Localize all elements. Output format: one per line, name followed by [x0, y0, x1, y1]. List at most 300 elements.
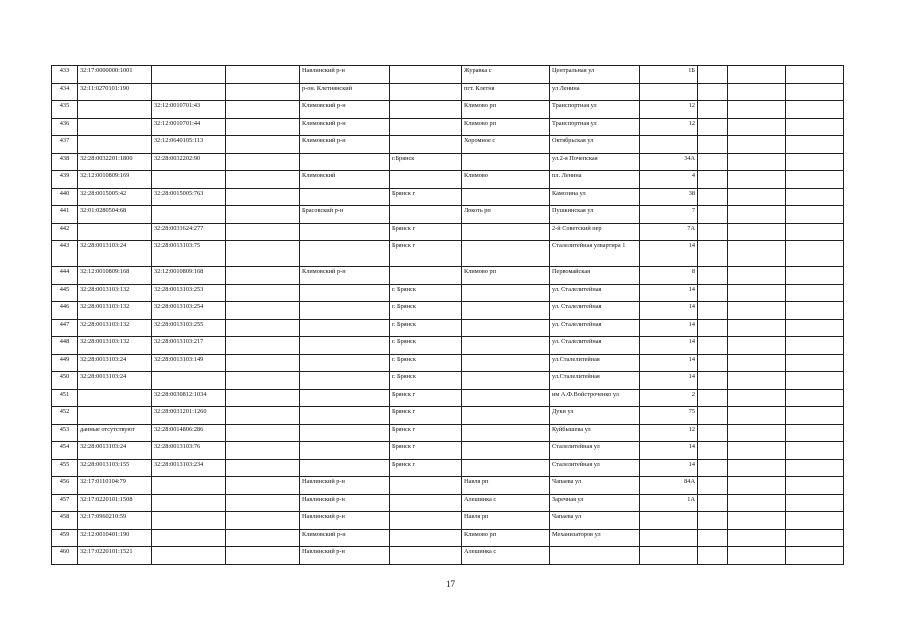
- row-number-cell: 457: [52, 494, 78, 512]
- building-cadastral-cell: [152, 512, 226, 530]
- cadastral-number-cell: [78, 101, 152, 119]
- district-cell: [300, 407, 390, 425]
- empty-cell: [728, 83, 786, 101]
- empty-cell: [728, 354, 786, 372]
- city-cell: г.Брянск: [390, 153, 462, 171]
- house-number-cell: [640, 547, 698, 565]
- street-cell: Транспортная ул: [550, 118, 640, 136]
- street-cell: Пушкинская ул: [550, 206, 640, 224]
- building-cadastral-cell: 32:28:0013103:217: [152, 337, 226, 355]
- empty-cell: [728, 136, 786, 154]
- table-row: [52, 188, 844, 206]
- cadastral-number-cell: данные отсутствуют: [78, 424, 152, 442]
- cadastral-number-cell: 32:28:0013103:24: [78, 442, 152, 460]
- settlement-cell: [462, 424, 550, 442]
- district-cell: Климовский р-н: [300, 136, 390, 154]
- empty-cell: [698, 529, 728, 547]
- empty-cell: [786, 407, 844, 425]
- row-number-cell: 452: [52, 407, 78, 425]
- row-number-cell: 434: [52, 83, 78, 101]
- building-cadastral-cell: [152, 83, 226, 101]
- empty-cell: [728, 66, 786, 84]
- house-number-cell: 14: [640, 319, 698, 337]
- empty-cell: [226, 66, 300, 84]
- empty-cell: [786, 83, 844, 101]
- building-cadastral-cell: 32:28:0013103:76: [152, 442, 226, 460]
- city-cell: [390, 512, 462, 530]
- row-number-cell: 438: [52, 153, 78, 171]
- building-cadastral-cell: 32:28:0013103:75: [152, 241, 226, 267]
- street-cell: пл. Ленина: [550, 171, 640, 189]
- district-cell: [300, 424, 390, 442]
- settlement-cell: [462, 319, 550, 337]
- building-cadastral-cell: 32:28:0013103:254: [152, 302, 226, 320]
- building-cadastral-cell: 32:28:0015005:763: [152, 188, 226, 206]
- empty-cell: [698, 302, 728, 320]
- street-cell: Транспортная ул: [550, 101, 640, 119]
- settlement-cell: Алешинка с: [462, 494, 550, 512]
- empty-cell: [786, 302, 844, 320]
- table-row: [52, 206, 844, 224]
- city-cell: г. Брянск: [390, 337, 462, 355]
- empty-cell: [698, 206, 728, 224]
- empty-cell: [698, 83, 728, 101]
- building-cadastral-cell: [152, 66, 226, 84]
- city-cell: г. Брянск: [390, 319, 462, 337]
- city-cell: [390, 136, 462, 154]
- empty-cell: [226, 337, 300, 355]
- settlement-cell: Климово рп: [462, 101, 550, 119]
- empty-cell: [728, 223, 786, 241]
- house-number-cell: [640, 512, 698, 530]
- empty-cell: [786, 424, 844, 442]
- building-cadastral-cell: 32:28:0030812:1034: [152, 389, 226, 407]
- empty-cell: [226, 206, 300, 224]
- district-cell: [300, 354, 390, 372]
- empty-cell: [698, 337, 728, 355]
- empty-cell: [226, 547, 300, 565]
- table-row: [52, 337, 844, 355]
- empty-cell: [728, 477, 786, 495]
- empty-cell: [728, 337, 786, 355]
- district-cell: Навлинский р-н: [300, 66, 390, 84]
- row-number-cell: 453: [52, 424, 78, 442]
- house-number-cell: 14: [640, 354, 698, 372]
- empty-cell: [786, 136, 844, 154]
- table-row: [52, 512, 844, 530]
- house-number-cell: 14: [640, 337, 698, 355]
- house-number-cell: 38: [640, 188, 698, 206]
- house-number-cell: 84А: [640, 477, 698, 495]
- row-number-cell: 460: [52, 547, 78, 565]
- street-cell: ул.2-я Почепская: [550, 153, 640, 171]
- table-row: [52, 136, 844, 154]
- building-cadastral-cell: 32:12:0010809:168: [152, 267, 226, 285]
- table-row: [52, 529, 844, 547]
- settlement-cell: Алешинка с: [462, 547, 550, 565]
- settlement-cell: [462, 442, 550, 460]
- row-number-cell: 442: [52, 223, 78, 241]
- empty-cell: [226, 372, 300, 390]
- empty-cell: [698, 241, 728, 267]
- city-cell: Брянск г: [390, 188, 462, 206]
- empty-cell: [728, 284, 786, 302]
- settlement-cell: [462, 223, 550, 241]
- district-cell: [300, 241, 390, 267]
- city-cell: [390, 83, 462, 101]
- empty-cell: [786, 319, 844, 337]
- empty-cell: [786, 66, 844, 84]
- row-number-cell: 456: [52, 477, 78, 495]
- street-cell: Камозина ул: [550, 188, 640, 206]
- street-cell: Сталелитейная ул: [550, 459, 640, 477]
- empty-cell: [786, 153, 844, 171]
- table-row: [52, 319, 844, 337]
- cadastral-number-cell: 32:28:0013103:155: [78, 459, 152, 477]
- street-cell: Октябрьская ул: [550, 136, 640, 154]
- empty-cell: [728, 389, 786, 407]
- empty-cell: [698, 424, 728, 442]
- empty-cell: [226, 136, 300, 154]
- district-cell: [300, 389, 390, 407]
- table-row: [52, 223, 844, 241]
- house-number-cell: 1А: [640, 494, 698, 512]
- house-number-cell: 14: [640, 372, 698, 390]
- settlement-cell: Локоть рп: [462, 206, 550, 224]
- empty-cell: [786, 206, 844, 224]
- district-cell: [300, 284, 390, 302]
- empty-cell: [728, 494, 786, 512]
- cadastral-number-cell: 32:28:0015005:42: [78, 188, 152, 206]
- cadastral-number-cell: 32:12:0010401:190: [78, 529, 152, 547]
- row-number-cell: 455: [52, 459, 78, 477]
- building-cadastral-cell: 32:28:0014806:286: [152, 424, 226, 442]
- row-number-cell: 439: [52, 171, 78, 189]
- cadastral-number-cell: 32:28:0013103:24: [78, 241, 152, 267]
- empty-cell: [226, 241, 300, 267]
- house-number-cell: 12: [640, 101, 698, 119]
- city-cell: Брянск г: [390, 459, 462, 477]
- empty-cell: [786, 372, 844, 390]
- house-number-cell: 7А: [640, 223, 698, 241]
- cadastral-number-cell: 32:28:0013103:24: [78, 372, 152, 390]
- street-cell: [550, 547, 640, 565]
- empty-cell: [698, 118, 728, 136]
- table-row: [52, 153, 844, 171]
- empty-cell: [226, 424, 300, 442]
- cadastral-number-cell: 32:28:0013103:132: [78, 319, 152, 337]
- city-cell: [390, 477, 462, 495]
- building-cadastral-cell: [152, 477, 226, 495]
- street-cell: Заречная ул: [550, 494, 640, 512]
- street-cell: ул. Сталелитейная: [550, 319, 640, 337]
- empty-cell: [786, 267, 844, 285]
- empty-cell: [786, 101, 844, 119]
- street-cell: ул.Сталелитейная: [550, 354, 640, 372]
- row-number-cell: 443: [52, 241, 78, 267]
- empty-cell: [226, 389, 300, 407]
- empty-cell: [728, 529, 786, 547]
- table-row: [52, 171, 844, 189]
- street-cell: ул. Сталелитейная: [550, 284, 640, 302]
- cadastral-number-cell: 32:17:0220101:1521: [78, 547, 152, 565]
- empty-cell: [728, 267, 786, 285]
- building-cadastral-cell: 32:28:0031624:277: [152, 223, 226, 241]
- city-cell: г. Брянск: [390, 372, 462, 390]
- row-number-cell: 459: [52, 529, 78, 547]
- empty-cell: [698, 136, 728, 154]
- empty-cell: [226, 284, 300, 302]
- page-number: 17: [446, 579, 455, 589]
- row-number-cell: 437: [52, 136, 78, 154]
- district-cell: [300, 337, 390, 355]
- street-cell: 2-й Советский пер: [550, 223, 640, 241]
- district-cell: [300, 459, 390, 477]
- empty-cell: [728, 101, 786, 119]
- settlement-cell: [462, 284, 550, 302]
- settlement-cell: [462, 188, 550, 206]
- empty-cell: [728, 188, 786, 206]
- row-number-cell: 440: [52, 188, 78, 206]
- city-cell: [390, 101, 462, 119]
- empty-cell: [226, 302, 300, 320]
- house-number-cell: 14: [640, 284, 698, 302]
- building-cadastral-cell: 32:28:0013103:255: [152, 319, 226, 337]
- settlement-cell: Журавка с: [462, 66, 550, 84]
- settlement-cell: Климово рп: [462, 529, 550, 547]
- table-row: [52, 477, 844, 495]
- street-cell: Первомайская: [550, 267, 640, 285]
- table-row: [52, 459, 844, 477]
- cadastral-number-cell: [78, 136, 152, 154]
- row-number-cell: 441: [52, 206, 78, 224]
- city-cell: [390, 171, 462, 189]
- empty-cell: [786, 529, 844, 547]
- empty-cell: [226, 267, 300, 285]
- row-number-cell: 447: [52, 319, 78, 337]
- empty-cell: [786, 337, 844, 355]
- table-row: [52, 407, 844, 425]
- district-cell: [300, 442, 390, 460]
- district-cell: Климовский р-н: [300, 267, 390, 285]
- street-cell: Сталелитейная улвартира 1: [550, 241, 640, 267]
- table-row: [52, 267, 844, 285]
- table-row: [52, 442, 844, 460]
- settlement-cell: [462, 337, 550, 355]
- building-cadastral-cell: [152, 547, 226, 565]
- house-number-cell: 14: [640, 241, 698, 267]
- district-cell: Климовский р-н: [300, 101, 390, 119]
- empty-cell: [786, 284, 844, 302]
- city-cell: [390, 66, 462, 84]
- house-number-cell: 14: [640, 442, 698, 460]
- building-cadastral-cell: 32:28:0013103:149: [152, 354, 226, 372]
- house-number-cell: 12: [640, 424, 698, 442]
- settlement-cell: Навля рп: [462, 477, 550, 495]
- empty-cell: [698, 101, 728, 119]
- district-cell: [300, 223, 390, 241]
- empty-cell: [226, 512, 300, 530]
- empty-cell: [698, 354, 728, 372]
- row-number-cell: 454: [52, 442, 78, 460]
- row-number-cell: 448: [52, 337, 78, 355]
- street-cell: Центральная ул: [550, 66, 640, 84]
- district-cell: [300, 188, 390, 206]
- house-number-cell: [640, 136, 698, 154]
- empty-cell: [698, 477, 728, 495]
- table-row: [52, 389, 844, 407]
- street-cell: Дуки ул: [550, 407, 640, 425]
- empty-cell: [786, 354, 844, 372]
- settlement-cell: [462, 459, 550, 477]
- empty-cell: [786, 442, 844, 460]
- cadastral-number-cell: 32:12:0010809:169: [78, 171, 152, 189]
- city-cell: г. Брянск: [390, 302, 462, 320]
- empty-cell: [728, 171, 786, 189]
- building-cadastral-cell: 32:28:0031201:1260: [152, 407, 226, 425]
- empty-cell: [786, 171, 844, 189]
- property-registry-table: [51, 65, 844, 565]
- empty-cell: [226, 188, 300, 206]
- district-cell: [300, 153, 390, 171]
- street-cell: Куйбышева ул: [550, 424, 640, 442]
- settlement-cell: [462, 407, 550, 425]
- settlement-cell: Климово рп: [462, 118, 550, 136]
- settlement-cell: Навля рп: [462, 512, 550, 530]
- house-number-cell: 4: [640, 171, 698, 189]
- settlement-cell: Хоромное с: [462, 136, 550, 154]
- empty-cell: [728, 547, 786, 565]
- district-cell: Климовский: [300, 171, 390, 189]
- district-cell: Брасовский р-н: [300, 206, 390, 224]
- district-cell: [300, 302, 390, 320]
- table-row: [52, 284, 844, 302]
- empty-cell: [728, 118, 786, 136]
- empty-cell: [226, 407, 300, 425]
- empty-cell: [226, 153, 300, 171]
- row-number-cell: 450: [52, 372, 78, 390]
- empty-cell: [698, 442, 728, 460]
- empty-cell: [786, 223, 844, 241]
- cadastral-number-cell: 32:28:0032201:1800: [78, 153, 152, 171]
- table-row: [52, 241, 844, 267]
- settlement-cell: [462, 302, 550, 320]
- house-number-cell: [640, 529, 698, 547]
- empty-cell: [226, 319, 300, 337]
- empty-cell: [698, 459, 728, 477]
- cadastral-number-cell: 32:17:0960210:59: [78, 512, 152, 530]
- empty-cell: [698, 267, 728, 285]
- city-cell: Брянск г: [390, 407, 462, 425]
- street-cell: Механизаторов ул: [550, 529, 640, 547]
- empty-cell: [728, 206, 786, 224]
- city-cell: г. Брянск: [390, 284, 462, 302]
- empty-cell: [226, 101, 300, 119]
- house-number-cell: 14: [640, 302, 698, 320]
- house-number-cell: 8: [640, 267, 698, 285]
- row-number-cell: 445: [52, 284, 78, 302]
- table-row: [52, 372, 844, 390]
- house-number-cell: 2: [640, 389, 698, 407]
- empty-cell: [786, 389, 844, 407]
- empty-cell: [786, 188, 844, 206]
- empty-cell: [226, 354, 300, 372]
- district-cell: Навлинский р-н: [300, 547, 390, 565]
- house-number-cell: 75: [640, 407, 698, 425]
- street-cell: ул.Сталелитейная: [550, 372, 640, 390]
- city-cell: [390, 267, 462, 285]
- empty-cell: [698, 372, 728, 390]
- settlement-cell: [462, 389, 550, 407]
- row-number-cell: 446: [52, 302, 78, 320]
- settlement-cell: [462, 153, 550, 171]
- empty-cell: [728, 241, 786, 267]
- building-cadastral-cell: [152, 529, 226, 547]
- table-row: [52, 302, 844, 320]
- table-row: [52, 547, 844, 565]
- city-cell: [390, 118, 462, 136]
- empty-cell: [786, 494, 844, 512]
- cadastral-number-cell: [78, 223, 152, 241]
- empty-cell: [226, 442, 300, 460]
- street-cell: им А.Ф.Войстроченко ул: [550, 389, 640, 407]
- house-number-cell: 12: [640, 118, 698, 136]
- empty-cell: [786, 118, 844, 136]
- empty-cell: [698, 512, 728, 530]
- empty-cell: [226, 459, 300, 477]
- empty-cell: [226, 83, 300, 101]
- empty-cell: [698, 223, 728, 241]
- empty-cell: [698, 494, 728, 512]
- empty-cell: [728, 512, 786, 530]
- house-number-cell: 1Б: [640, 66, 698, 84]
- street-cell: ул. Сталелитейная: [550, 337, 640, 355]
- district-cell: Навлинский р-н: [300, 512, 390, 530]
- empty-cell: [226, 494, 300, 512]
- cadastral-number-cell: 32:17:0000000:1001: [78, 66, 152, 84]
- house-number-cell: 7: [640, 206, 698, 224]
- table-row: [52, 83, 844, 101]
- cadastral-number-cell: [78, 118, 152, 136]
- settlement-cell: [462, 354, 550, 372]
- cadastral-number-cell: 32:11:0270101:190: [78, 83, 152, 101]
- city-cell: [390, 529, 462, 547]
- empty-cell: [728, 424, 786, 442]
- building-cadastral-cell: [152, 171, 226, 189]
- empty-cell: [786, 459, 844, 477]
- city-cell: Брянск г: [390, 241, 462, 267]
- row-number-cell: 436: [52, 118, 78, 136]
- building-cadastral-cell: 32:12:0640105:113: [152, 136, 226, 154]
- row-number-cell: 451: [52, 389, 78, 407]
- settlement-cell: [462, 372, 550, 390]
- table-row: [52, 424, 844, 442]
- district-cell: Климовский р-н: [300, 529, 390, 547]
- empty-cell: [226, 477, 300, 495]
- row-number-cell: 458: [52, 512, 78, 530]
- cadastral-number-cell: 32:28:0013103:132: [78, 284, 152, 302]
- empty-cell: [728, 319, 786, 337]
- district-cell: [300, 319, 390, 337]
- row-number-cell: 444: [52, 267, 78, 285]
- cadastral-number-cell: 32:12:0010809:168: [78, 267, 152, 285]
- empty-cell: [698, 66, 728, 84]
- street-cell: ул. Сталелитейная: [550, 302, 640, 320]
- cadastral-number-cell: 32:01:0280504:68: [78, 206, 152, 224]
- row-number-cell: 435: [52, 101, 78, 119]
- cadastral-number-cell: [78, 389, 152, 407]
- house-number-cell: 34А: [640, 153, 698, 171]
